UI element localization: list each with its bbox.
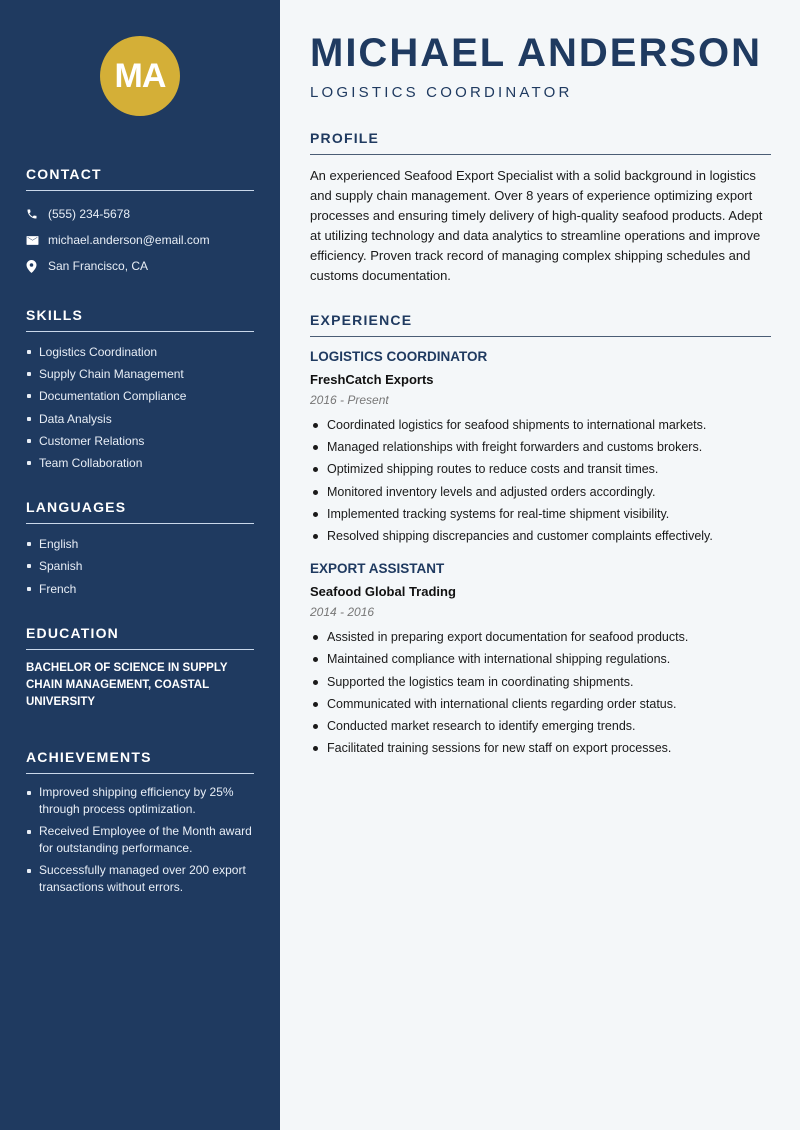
job-bullet: Maintained compliance with international shipping regulations. bbox=[310, 648, 771, 670]
skill-item: Logistics Coordination bbox=[26, 342, 254, 364]
sidebar bbox=[0, 0, 280, 1130]
skill-item: Data Analysis bbox=[26, 409, 254, 431]
email-icon bbox=[26, 235, 48, 246]
candidate-title: LOGISTICS COORDINATOR bbox=[310, 84, 573, 101]
contact-email bbox=[26, 227, 254, 253]
job-title: LOGISTICS COORDINATOR bbox=[310, 349, 488, 364]
achievement-item: Received Employee of the Month award for outstanding performance. bbox=[26, 823, 254, 857]
job-company: FreshCatch Exports bbox=[310, 372, 434, 387]
job-bullet: Monitored inventory levels and adjusted orders accordingly. bbox=[310, 481, 771, 503]
language-item: French bbox=[26, 579, 254, 601]
languages-heading: LANGUAGES bbox=[26, 499, 254, 524]
education-degree: BACHELOR OF SCIENCE IN SUPPLY CHAIN MANAGEMENT, COASTAL UNIVERSITY bbox=[26, 661, 228, 708]
languages-list bbox=[26, 534, 254, 601]
skill-item: Supply Chain Management bbox=[26, 364, 254, 386]
candidate-name: MICHAEL ANDERSON bbox=[310, 31, 763, 75]
achievements-section bbox=[26, 749, 254, 896]
location-pin-icon bbox=[26, 260, 48, 273]
experience-heading: EXPERIENCE bbox=[310, 312, 771, 337]
contact-email-text: michael.anderson@email.com bbox=[48, 233, 210, 247]
language-item: Spanish bbox=[26, 556, 254, 578]
achievements-list bbox=[26, 784, 254, 896]
main-content bbox=[280, 0, 800, 1130]
job-bullet: Supported the logistics team in coordinating shipments. bbox=[310, 671, 771, 693]
contact-heading: CONTACT bbox=[26, 166, 254, 191]
contact-location bbox=[26, 253, 254, 279]
job-bullet: Coordinated logistics for seafood shipments to international markets. bbox=[310, 414, 771, 436]
skill-item: Team Collaboration bbox=[26, 453, 254, 475]
achievement-item: Improved shipping efficiency by 25% through process optimization. bbox=[26, 784, 254, 818]
job-dates: 2016 - Present bbox=[310, 393, 389, 407]
job-bullet: Managed relationships with freight forwarders and customs brokers. bbox=[310, 436, 771, 458]
profile-heading: PROFILE bbox=[310, 130, 771, 155]
job-entry bbox=[310, 349, 771, 547]
achievements-heading: ACHIEVEMENTS bbox=[26, 749, 254, 774]
education-section bbox=[26, 625, 254, 711]
job-bullets bbox=[310, 626, 771, 759]
job-bullet: Implemented tracking systems for real-time shipment visibility. bbox=[310, 503, 771, 525]
language-item: English bbox=[26, 534, 254, 556]
languages-section bbox=[26, 499, 254, 601]
contact-section bbox=[26, 166, 254, 279]
contact-location-text: San Francisco, CA bbox=[48, 259, 149, 273]
experience-section bbox=[310, 312, 771, 759]
profile-section bbox=[310, 130, 771, 286]
avatar bbox=[100, 36, 180, 116]
job-dates: 2014 - 2016 bbox=[310, 605, 375, 620]
job-entry bbox=[310, 561, 771, 759]
skills-section bbox=[26, 307, 254, 475]
skills-list bbox=[26, 342, 254, 475]
job-bullet: Communicated with international clients regarding order status. bbox=[310, 693, 771, 715]
skills-heading: SKILLS bbox=[26, 307, 254, 332]
contact-phone-text: (555) 234-5678 bbox=[48, 207, 131, 221]
contact-phone bbox=[26, 201, 254, 227]
job-bullets bbox=[310, 414, 771, 547]
job-bullet: Assisted in preparing export documentation for seafood products. bbox=[310, 626, 771, 648]
job-bullet: Resolved shipping discrepancies and customer complaints effectively. bbox=[310, 525, 771, 547]
avatar-initials: MA bbox=[114, 56, 166, 95]
job-company: Seafood Global Trading bbox=[310, 584, 456, 600]
skill-item: Documentation Compliance bbox=[26, 386, 254, 408]
job-bullet: Optimized shipping routes to reduce costs and transit times. bbox=[310, 458, 771, 480]
job-bullet: Conducted market research to identify emerging trends. bbox=[310, 715, 771, 737]
job-title: EXPORT ASSISTANT bbox=[310, 561, 445, 577]
skill-item: Customer Relations bbox=[26, 431, 254, 453]
achievement-item: Successfully managed over 200 export transactions without errors. bbox=[26, 862, 254, 896]
job-bullet: Facilitated training sessions for new staff on export processes. bbox=[310, 737, 771, 759]
phone-icon bbox=[26, 208, 48, 220]
profile-text: An experienced Seafood Export Specialist with a solid background in logistics and supply chain management. Over 8 years of experience optimizing export processes and ensuring timely delivery of high-quality seafood products. Adept at utilizing technology and data analytics to streamline operations and improve efficiency. Proven track record of managing complex shipping schedules and customs documentation. bbox=[310, 168, 763, 283]
education-heading: EDUCATION bbox=[26, 625, 254, 650]
